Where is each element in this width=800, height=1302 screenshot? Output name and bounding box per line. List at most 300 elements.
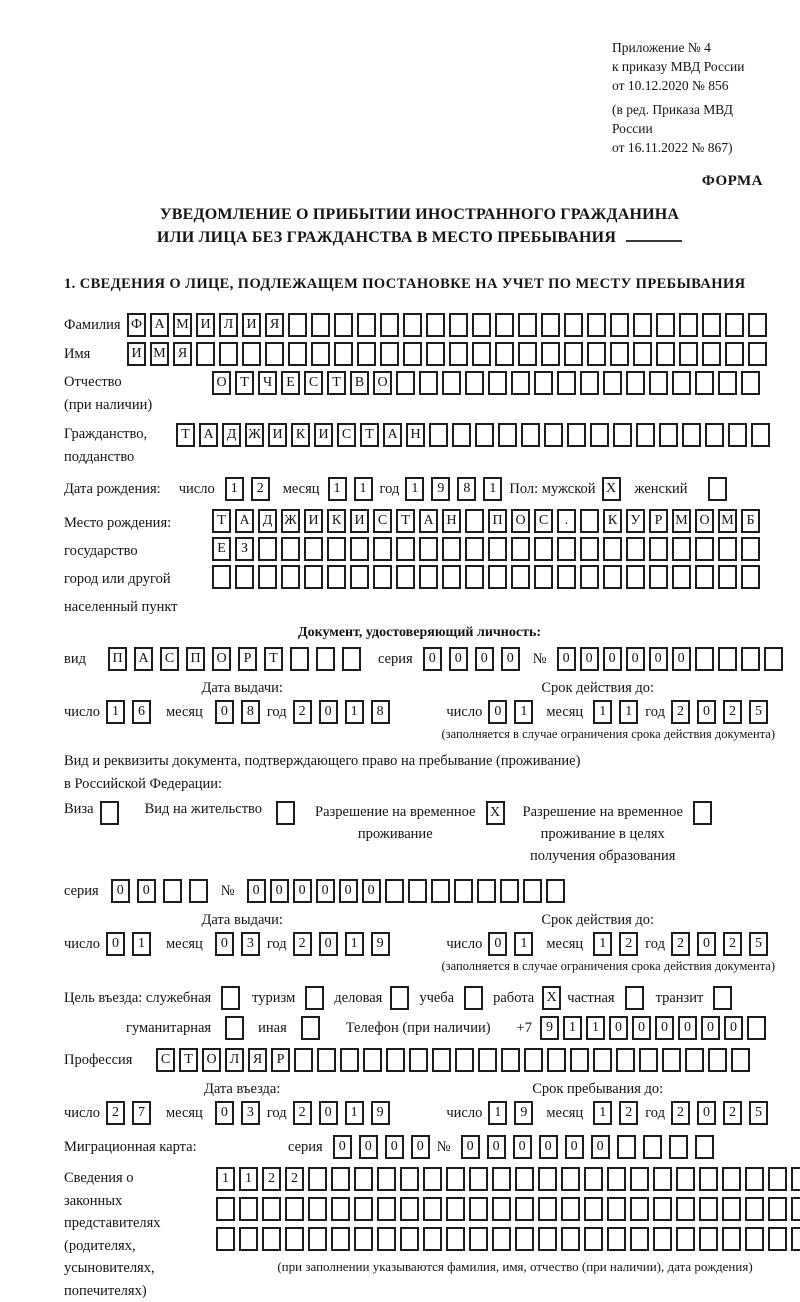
char-cell[interactable]: 9 [371,932,390,956]
char-cell[interactable]: 8 [457,477,476,501]
char-cell[interactable]: 0 [270,879,289,903]
char-cell[interactable]: 0 [411,1135,430,1159]
char-cell[interactable] [702,342,721,366]
char-cell[interactable]: Я [248,1048,267,1072]
char-cell[interactable] [501,1048,520,1072]
char-cell[interactable] [377,1197,396,1221]
char-cell[interactable] [584,1167,603,1191]
char-cell[interactable]: 1 [405,477,424,501]
char-cell[interactable] [626,537,645,561]
char-cell[interactable]: Т [327,371,346,395]
char-cell[interactable] [334,342,353,366]
char-cell[interactable] [304,565,323,589]
char-cell[interactable]: 6 [132,700,151,724]
char-cell[interactable]: 2 [293,700,312,724]
char-cell[interactable] [495,342,514,366]
char-cell[interactable]: 0 [501,647,520,671]
char-cell[interactable]: С [160,647,179,671]
char-cell[interactable]: 1 [354,477,373,501]
char-cell[interactable] [469,1227,488,1251]
char-cell[interactable] [768,1227,787,1251]
char-cell[interactable]: 1 [345,1101,364,1125]
char-cell[interactable] [676,1197,695,1221]
char-cell[interactable] [429,423,448,447]
char-cell[interactable] [331,1227,350,1251]
char-cell[interactable]: 0 [632,1016,651,1040]
purpose-official-checkbox[interactable] [221,986,240,1010]
char-cell[interactable] [518,313,537,337]
char-cell[interactable] [722,1167,741,1191]
char-cell[interactable] [262,1227,281,1251]
char-cell[interactable] [196,342,215,366]
char-cell[interactable] [377,1227,396,1251]
char-cell[interactable] [373,565,392,589]
char-cell[interactable] [587,342,606,366]
char-cell[interactable]: 1 [345,700,364,724]
purpose-transit-checkbox[interactable] [713,986,732,1010]
char-cell[interactable]: 0 [319,1101,338,1125]
char-cell[interactable]: В [350,371,369,395]
char-cell[interactable]: 0 [697,700,716,724]
char-cell[interactable]: 0 [591,1135,610,1159]
char-cell[interactable]: 2 [671,932,690,956]
char-cell[interactable] [521,423,540,447]
char-cell[interactable] [311,342,330,366]
char-cell[interactable]: Т [176,423,195,447]
char-cell[interactable]: 2 [723,700,742,724]
char-cell[interactable] [492,1167,511,1191]
char-cell[interactable] [419,565,438,589]
char-cell[interactable] [189,879,208,903]
char-cell[interactable]: 2 [619,1101,638,1125]
char-cell[interactable]: 1 [593,932,612,956]
char-cell[interactable] [656,313,675,337]
char-cell[interactable] [523,879,542,903]
char-cell[interactable]: 0 [449,647,468,671]
char-cell[interactable]: 1 [216,1167,235,1191]
char-cell[interactable] [613,423,632,447]
char-cell[interactable]: 0 [655,1016,674,1040]
char-cell[interactable] [385,879,404,903]
char-cell[interactable] [446,1227,465,1251]
char-cell[interactable]: 0 [137,879,156,903]
char-cell[interactable] [163,879,182,903]
char-cell[interactable] [288,342,307,366]
char-cell[interactable]: Ч [258,371,277,395]
char-cell[interactable]: 2 [671,700,690,724]
char-cell[interactable]: К [327,509,346,533]
char-cell[interactable]: 8 [241,700,260,724]
char-cell[interactable] [469,1197,488,1221]
char-cell[interactable] [679,313,698,337]
char-cell[interactable] [603,537,622,561]
char-cell[interactable]: 1 [483,477,502,501]
char-cell[interactable] [564,313,583,337]
char-cell[interactable]: 1 [106,700,125,724]
char-cell[interactable]: 3 [241,1101,260,1125]
char-cell[interactable] [515,1227,534,1251]
char-cell[interactable]: 1 [619,700,638,724]
char-cell[interactable]: 0 [697,1101,716,1125]
char-cell[interactable] [426,313,445,337]
char-cell[interactable]: 1 [586,1016,605,1040]
residence-permit-checkbox[interactable] [276,801,295,825]
char-cell[interactable]: Л [219,313,238,337]
char-cell[interactable]: 9 [371,1101,390,1125]
char-cell[interactable]: 0 [319,700,338,724]
char-cell[interactable] [672,537,691,561]
char-cell[interactable] [633,313,652,337]
char-cell[interactable] [725,342,744,366]
char-cell[interactable]: У [626,509,645,533]
char-cell[interactable]: 0 [362,879,381,903]
char-cell[interactable] [423,1227,442,1251]
char-cell[interactable]: 0 [678,1016,697,1040]
char-cell[interactable]: Р [271,1048,290,1072]
char-cell[interactable]: 0 [488,932,507,956]
char-cell[interactable] [380,342,399,366]
char-cell[interactable] [748,342,767,366]
char-cell[interactable] [488,565,507,589]
char-cell[interactable] [741,371,760,395]
char-cell[interactable]: М [718,509,737,533]
char-cell[interactable] [741,565,760,589]
char-cell[interactable]: 2 [671,1101,690,1125]
char-cell[interactable]: 2 [293,932,312,956]
char-cell[interactable]: С [304,371,323,395]
char-cell[interactable] [386,1048,405,1072]
char-cell[interactable] [656,342,675,366]
rvp-education-checkbox[interactable] [693,801,712,825]
char-cell[interactable] [500,879,519,903]
char-cell[interactable] [311,313,330,337]
char-cell[interactable]: И [268,423,287,447]
char-cell[interactable] [636,423,655,447]
char-cell[interactable] [653,1197,672,1221]
purpose-work-checkbox[interactable]: X [542,986,561,1010]
char-cell[interactable] [590,423,609,447]
char-cell[interactable] [676,1167,695,1191]
char-cell[interactable] [649,537,668,561]
char-cell[interactable]: 0 [603,647,622,671]
char-cell[interactable] [534,565,553,589]
char-cell[interactable] [580,509,599,533]
char-cell[interactable]: Т [264,647,283,671]
char-cell[interactable] [662,1048,681,1072]
char-cell[interactable]: О [212,647,231,671]
char-cell[interactable]: 2 [723,932,742,956]
char-cell[interactable] [396,371,415,395]
char-cell[interactable] [610,313,629,337]
char-cell[interactable] [679,342,698,366]
char-cell[interactable]: 0 [488,700,507,724]
char-cell[interactable]: 7 [132,1101,151,1125]
char-cell[interactable]: 2 [293,1101,312,1125]
char-cell[interactable] [617,1135,636,1159]
char-cell[interactable] [239,1197,258,1221]
char-cell[interactable] [449,342,468,366]
char-cell[interactable] [534,537,553,561]
char-cell[interactable] [768,1167,787,1191]
char-cell[interactable] [722,1227,741,1251]
char-cell[interactable]: 0 [513,1135,532,1159]
char-cell[interactable]: Ж [245,423,264,447]
char-cell[interactable] [580,371,599,395]
char-cell[interactable] [265,342,284,366]
char-cell[interactable] [603,565,622,589]
char-cell[interactable]: К [603,509,622,533]
char-cell[interactable]: О [695,509,714,533]
char-cell[interactable]: Р [649,509,668,533]
char-cell[interactable] [725,313,744,337]
char-cell[interactable]: Е [281,371,300,395]
char-cell[interactable] [570,1048,589,1072]
char-cell[interactable] [403,342,422,366]
char-cell[interactable] [741,647,760,671]
char-cell[interactable] [431,879,450,903]
char-cell[interactable]: Я [265,313,284,337]
char-cell[interactable] [290,647,309,671]
char-cell[interactable]: А [150,313,169,337]
char-cell[interactable] [454,879,473,903]
char-cell[interactable] [626,371,645,395]
char-cell[interactable] [477,879,496,903]
purpose-tourism-checkbox[interactable] [305,986,324,1010]
char-cell[interactable] [340,1048,359,1072]
char-cell[interactable] [327,537,346,561]
char-cell[interactable]: Т [360,423,379,447]
char-cell[interactable] [258,537,277,561]
char-cell[interactable] [653,1227,672,1251]
char-cell[interactable] [495,313,514,337]
char-cell[interactable]: 0 [701,1016,720,1040]
char-cell[interactable] [285,1197,304,1221]
char-cell[interactable]: 9 [431,477,450,501]
char-cell[interactable] [400,1227,419,1251]
char-cell[interactable] [630,1197,649,1221]
char-cell[interactable]: Л [225,1048,244,1072]
char-cell[interactable]: А [383,423,402,447]
char-cell[interactable]: Я [173,342,192,366]
char-cell[interactable] [432,1048,451,1072]
char-cell[interactable]: 0 [649,647,668,671]
char-cell[interactable] [745,1167,764,1191]
char-cell[interactable]: Д [258,509,277,533]
char-cell[interactable] [584,1227,603,1251]
char-cell[interactable]: 5 [749,932,768,956]
char-cell[interactable] [603,371,622,395]
char-cell[interactable] [400,1167,419,1191]
char-cell[interactable] [607,1227,626,1251]
char-cell[interactable]: 1 [225,477,244,501]
char-cell[interactable]: 0 [697,932,716,956]
char-cell[interactable] [699,1197,718,1221]
char-cell[interactable]: И [196,313,215,337]
char-cell[interactable] [672,371,691,395]
char-cell[interactable]: 2 [619,932,638,956]
char-cell[interactable]: . [557,509,576,533]
char-cell[interactable]: П [108,647,127,671]
char-cell[interactable]: М [173,313,192,337]
char-cell[interactable] [544,423,563,447]
char-cell[interactable] [518,342,537,366]
char-cell[interactable] [653,1167,672,1191]
char-cell[interactable]: Н [406,423,425,447]
purpose-humanitarian-checkbox[interactable] [225,1016,244,1040]
char-cell[interactable] [216,1227,235,1251]
char-cell[interactable]: Т [179,1048,198,1072]
char-cell[interactable]: М [150,342,169,366]
char-cell[interactable] [511,371,530,395]
char-cell[interactable] [699,1167,718,1191]
char-cell[interactable] [547,1048,566,1072]
char-cell[interactable] [649,565,668,589]
char-cell[interactable] [515,1167,534,1191]
char-cell[interactable]: 0 [215,932,234,956]
char-cell[interactable] [718,537,737,561]
char-cell[interactable] [546,879,565,903]
char-cell[interactable] [212,565,231,589]
char-cell[interactable]: П [488,509,507,533]
char-cell[interactable] [239,1227,258,1251]
char-cell[interactable]: М [672,509,691,533]
char-cell[interactable] [610,342,629,366]
char-cell[interactable]: О [212,371,231,395]
char-cell[interactable] [294,1048,313,1072]
char-cell[interactable]: 0 [215,700,234,724]
char-cell[interactable] [465,565,484,589]
char-cell[interactable] [616,1048,635,1072]
char-cell[interactable] [216,1197,235,1221]
char-cell[interactable]: 0 [293,879,312,903]
char-cell[interactable]: 0 [319,932,338,956]
char-cell[interactable] [354,1167,373,1191]
char-cell[interactable] [699,1227,718,1251]
char-cell[interactable] [705,423,724,447]
char-cell[interactable]: Р [238,647,257,671]
char-cell[interactable]: Т [235,371,254,395]
char-cell[interactable]: С [156,1048,175,1072]
visa-checkbox[interactable] [100,801,119,825]
char-cell[interactable] [718,647,737,671]
char-cell[interactable] [258,565,277,589]
char-cell[interactable]: 5 [749,1101,768,1125]
char-cell[interactable]: И [242,313,261,337]
char-cell[interactable] [262,1197,281,1221]
char-cell[interactable]: 0 [106,932,125,956]
char-cell[interactable] [354,1197,373,1221]
char-cell[interactable]: П [186,647,205,671]
char-cell[interactable]: И [304,509,323,533]
char-cell[interactable] [741,537,760,561]
char-cell[interactable] [630,1167,649,1191]
char-cell[interactable] [702,313,721,337]
char-cell[interactable]: 1 [345,932,364,956]
purpose-business-checkbox[interactable] [390,986,409,1010]
char-cell[interactable] [587,313,606,337]
char-cell[interactable]: 9 [514,1101,533,1125]
char-cell[interactable] [235,565,254,589]
char-cell[interactable] [561,1167,580,1191]
char-cell[interactable] [564,342,583,366]
char-cell[interactable] [731,1048,750,1072]
char-cell[interactable]: О [373,371,392,395]
char-cell[interactable] [768,1197,787,1221]
char-cell[interactable] [534,371,553,395]
char-cell[interactable]: Б [741,509,760,533]
char-cell[interactable] [285,1227,304,1251]
char-cell[interactable] [423,1167,442,1191]
char-cell[interactable]: А [199,423,218,447]
char-cell[interactable] [515,1197,534,1221]
char-cell[interactable] [472,342,491,366]
char-cell[interactable]: 0 [539,1135,558,1159]
char-cell[interactable] [541,342,560,366]
char-cell[interactable] [557,565,576,589]
char-cell[interactable]: 1 [593,1101,612,1125]
char-cell[interactable]: К [291,423,310,447]
char-cell[interactable] [669,1135,688,1159]
char-cell[interactable]: О [511,509,530,533]
char-cell[interactable]: 0 [215,1101,234,1125]
char-cell[interactable] [659,423,678,447]
char-cell[interactable]: Е [212,537,231,561]
char-cell[interactable]: 0 [385,1135,404,1159]
char-cell[interactable]: И [127,342,146,366]
char-cell[interactable]: 0 [626,647,645,671]
char-cell[interactable]: 0 [557,647,576,671]
char-cell[interactable] [643,1135,662,1159]
char-cell[interactable]: 2 [106,1101,125,1125]
char-cell[interactable] [745,1227,764,1251]
char-cell[interactable] [281,565,300,589]
char-cell[interactable]: 0 [565,1135,584,1159]
char-cell[interactable] [219,342,238,366]
char-cell[interactable] [630,1227,649,1251]
char-cell[interactable] [791,1227,800,1251]
char-cell[interactable]: С [373,509,392,533]
char-cell[interactable] [354,1227,373,1251]
char-cell[interactable] [409,1048,428,1072]
char-cell[interactable] [561,1227,580,1251]
char-cell[interactable] [242,342,261,366]
char-cell[interactable] [791,1167,800,1191]
char-cell[interactable] [682,423,701,447]
char-cell[interactable] [728,423,747,447]
char-cell[interactable]: Н [442,509,461,533]
char-cell[interactable] [331,1167,350,1191]
char-cell[interactable]: 0 [475,647,494,671]
char-cell[interactable] [538,1167,557,1191]
char-cell[interactable]: 9 [540,1016,559,1040]
char-cell[interactable] [446,1167,465,1191]
char-cell[interactable] [363,1048,382,1072]
char-cell[interactable]: 2 [723,1101,742,1125]
char-cell[interactable] [567,423,586,447]
char-cell[interactable]: А [235,509,254,533]
char-cell[interactable] [281,537,300,561]
char-cell[interactable] [377,1167,396,1191]
char-cell[interactable] [304,537,323,561]
char-cell[interactable] [584,1197,603,1221]
char-cell[interactable]: 1 [488,1101,507,1125]
char-cell[interactable] [695,565,714,589]
char-cell[interactable] [396,537,415,561]
char-cell[interactable] [745,1197,764,1221]
char-cell[interactable]: 0 [672,647,691,671]
char-cell[interactable] [373,537,392,561]
char-cell[interactable] [685,1048,704,1072]
